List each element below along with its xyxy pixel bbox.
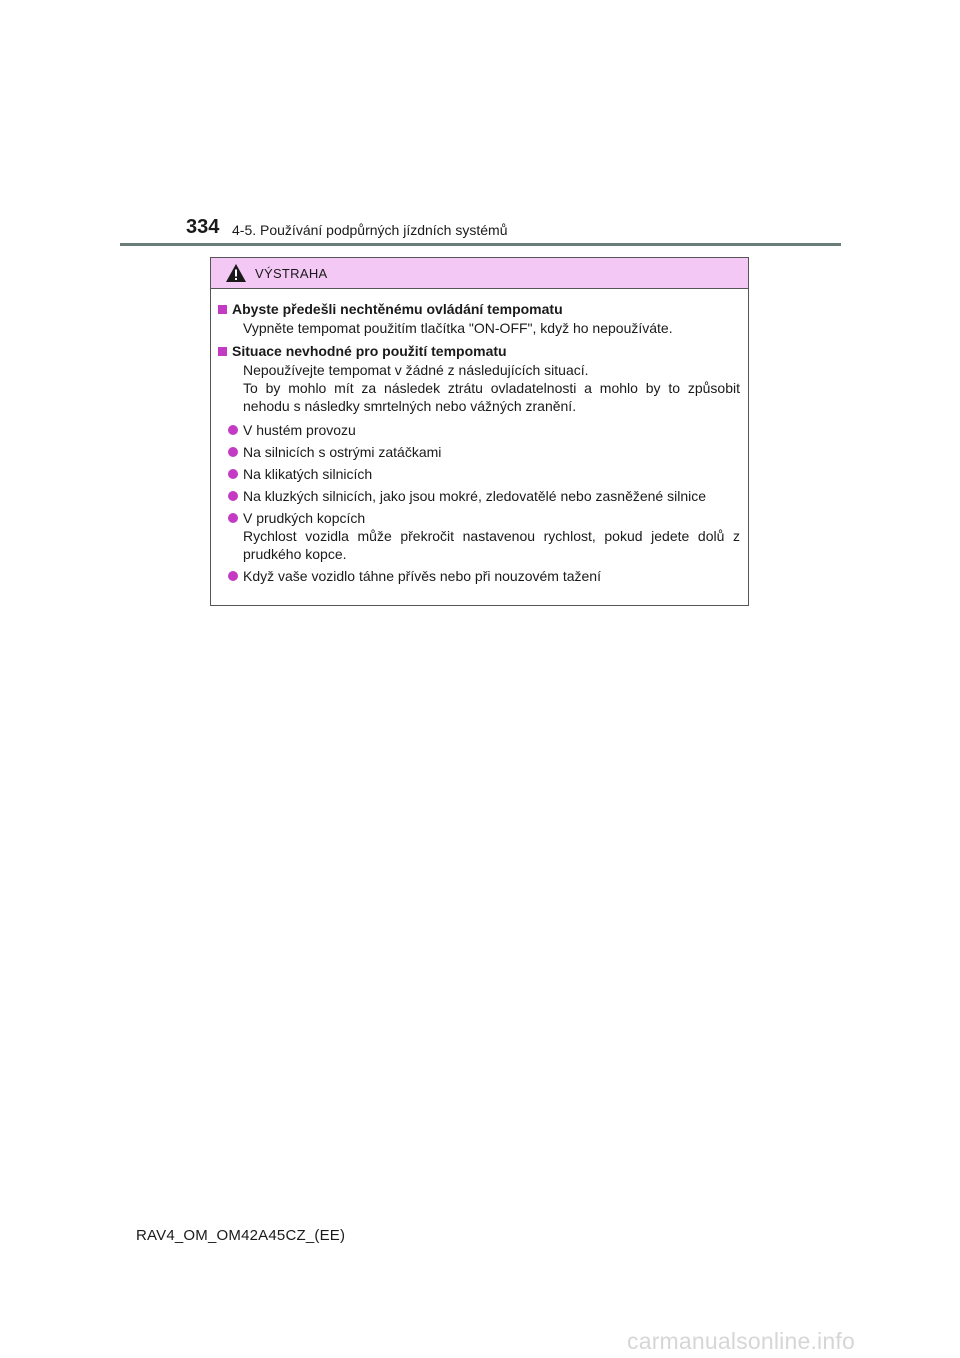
warning-header	[211, 258, 748, 289]
warning-box	[210, 257, 749, 606]
dot-bullet-icon	[228, 447, 238, 457]
list-item: Na klikatých silnicích	[228, 465, 740, 483]
list-item: Na silnicích s ostrými zatáčkami	[228, 443, 740, 461]
warning-body	[211, 289, 748, 585]
square-bullet-icon	[218, 347, 227, 356]
dot-bullet-icon	[228, 469, 238, 479]
topic-unsuitable-situations	[216, 341, 740, 585]
list-item: V hustém provozu	[228, 421, 740, 439]
warning-triangle-icon	[225, 263, 247, 283]
warning-label: VÝSTRAHA	[255, 265, 328, 281]
topic-unintended-operation	[216, 299, 740, 337]
dot-bullet-icon	[228, 571, 238, 581]
paragraph: Nepoužívejte tempomat v žádné z následujících situací.	[243, 362, 589, 378]
topic-heading: Situace nevhodné pro použití tempomatu	[232, 343, 507, 359]
dot-bullet-icon	[228, 425, 238, 435]
square-bullet-icon	[218, 305, 227, 314]
dot-bullet-icon	[228, 513, 238, 523]
list-item-detail: Rychlost vozidla může překročit nastavenou rychlost, pokud jedete dolů z prudkého kopce.	[243, 528, 740, 562]
list-item	[228, 509, 740, 563]
list-item: Když vaše vozidlo táhne přívěs nebo při nouzovém tažení	[228, 567, 740, 585]
dot-bullet-icon	[228, 491, 238, 501]
topic-heading: Abyste předešli nechtěnému ovládání tempomatu	[232, 301, 563, 317]
situation-list	[216, 421, 740, 585]
watermark: carmanualsonline.info	[627, 1328, 855, 1354]
paragraph: Vypněte tempomat použitím tlačítka "ON-OFF", když ho nepoužíváte.	[243, 320, 673, 336]
paragraph: To by mohlo mít za následek ztrátu ovladatelnosti a mohlo by to způsobit nehodu s následky smrtelných nebo vážných zranění.	[243, 380, 740, 414]
manual-code: RAV4_OM_OM42A45CZ_(EE)	[136, 1227, 346, 1244]
section-title: 4-5. Používání podpůrných jízdních systémů	[232, 222, 508, 238]
list-item-text: V prudkých kopcích	[243, 510, 366, 526]
page-number: 334	[186, 216, 220, 238]
list-item: Na kluzkých silnicích, jako jsou mokré, zledovatělé nebo zasněžené silnice	[228, 487, 740, 505]
header-divider	[120, 243, 841, 246]
